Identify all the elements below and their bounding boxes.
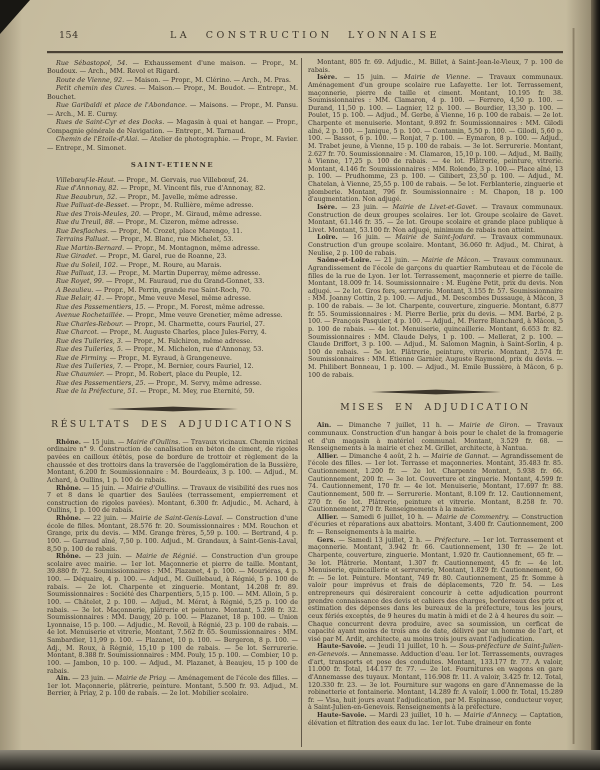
saint-etienne-listings <box>47 176 298 396</box>
listing-entry: Rue des Tuileries, 7. — Propr., M. Bernier, cours Fauriel, 12. <box>56 361 254 370</box>
adjudication-paragraph: Rhône. — 22 juin. — Mairie de Saint-Genis-Laval. — Construction d'une école de filles. Montant, 28.576 fr. 20. Soumissionnaires : MM. Rouchon et Grange, prix du devis. — MM. Grange frères, 5,59 p. 100. — Bertrand, 4 p. 100. — Garraud aîné, 7,50 p. 100. Adjud., M. Grandaux, à Saint-Genis-Laval, 8,50 p. 100 de rabais. <box>47 515 298 553</box>
listing-entry: Rue du Treuil, 88. — Propr., M. Cizeron, même adresse. <box>56 218 239 227</box>
results-heading: RÉSULTATS DES ADJUDICATIONS <box>51 418 294 430</box>
listing-entry: Petit chemin des Cures. — Maison.— Propr., M. Boudot. — Entrepr., M. Bouchet. <box>47 84 298 101</box>
listing-entry: Rue Desflaches. — Propr., M. Crozet, place Marengo, 11. <box>56 226 243 235</box>
listing-entry: Rue Palluat, 13. — Propr., M. Martin Duperray, même adresse. <box>56 268 261 277</box>
listing-entry: Rue Royet, 99. — Propr., M. Fauraud, rue du Grand-Gonnet, 33. <box>56 277 265 286</box>
divider-ornament <box>308 389 563 395</box>
lyon-listings <box>47 59 298 152</box>
adjudication-paragraph: Isère. — 23 juin. — Mairie de Livet-et-Gavet. — Travaux communaux. Construction de deux groupes scolaires. 1er lot. Groupe scolaire de Gavet. Montant, 61.146 fr. 35. — 2e lot. Groupe scolaire et grande place publique à Livet. Montant, 53.100 fr. Non adjugé, minimum de rabais non atteint. <box>308 203 563 234</box>
adjudication-paragraph: Rhône. — 23 juin. — Mairie de Régnié. — Construction d'un groupe scolaire avec mairie. — 1er lot. Maçonnerie et pierre de taille. Montant, 39.880 fr. 72. Soumissionnaires : MM. Plazanet, 4 p. 100. — Mouriéras, 4 p. 100. — Déquaire, 4 p. 100. — Adjud., M. Guillebaud, à Régnié, 5 p. 100 de rabais. — 2e lot. Charpente et zinguerie. Montant, 14.208 fr. 89. Soumissionnaires : Société des Charpentiers, 5,15 p. 100. — MM. Alloin, 5 p. 100. — Châtelet, 2 p. 100. — Adjud., M. Mérat, à Régnié, 5,25 p. 100 de rabais. — 3e lot. Maçonnerie, plâtrerie et peinture. Montant, 5.298 fr. 32. Soumissionnaires : MM. Daugy, 20 p. 100. — Plazanet, 18 p. 100. — Union Lyonnaise, 15 p. 100. — Adjudic., M. Revoil, à Régnié, 23 p. 100 de rabais. — 4e lot. Menuiserie et vitrerie, Montant, 7.562 fr. 65. Soumissionnaires : MM. Sambardier, 11,99 p. 100. — Plazanet, 10 p. 100. — Bergeron, 8 p. 100. — Adj., M. Roux, à Régnié, 15,10 p 100 de rabais. — 5e lot. Serrurerie. Montant, 8.388 fr. Soumissionnaires : MM. Pouly, 15 p. 100. — Combier, 10 p. 100. — Jambon, 10 p. 100. — Adjud., M. Plazanet, à Beaujeu, 15 p 100 de rabais. <box>47 553 298 675</box>
adjudication-paragraph: Allier. — Samedi 6 juillet, 10 h. — Mairie de Commentry. — Construction d'écuries et réparations aux abattoirs. Montant, 3.400 fr. Cautionnement, 200 fr. — Renseignements à la mairie. <box>308 513 563 536</box>
listing-entry: Rue Sébastopol, 54. — Exhaussement d'une maison. — Propr., M. Boudoux. — Arch., MM. Revol et Rigard. <box>47 59 298 76</box>
adjudication-paragraph: Gers. — Samedi 13 juillet, 2 h. — Préfecture. — 1er lot. Terrassement et maçonnerie. Montant, 3.942 fr. 66. Cautionnement, 130 fr. — 2e lot. Charpente, couverture, zinguerie. Montant, 1.920 fr. Cautionnement, 65 fr. — 3e lot. Plâtrerie. Montant, 1.307 fr. Cautionnement, 45 fr. — 4e lot. Menuiserie, quincaillerie et serrurerie, Montant, 1.829 fr. Cautionnement, 60 fr. — 5e lot. Peinture. Montant, 749 fr. 80. Cautionnement, 25 fr. Somme à valoir pour imprévus et frais de déplacements, 720 fr. 54. — Les entrepreneurs qui désireraient concourir à cette adjudication pourront prendre connaissance des devis et cahiers des charges, bordereaux des prix et estimation des dépenses dans les bureaux de la préfecture, tous les jours, ceux fériés exceptés, de 9 heures du matin à midi et de 2 à 4 heures du soir. — Chaque concurrent devra produire, avec sa soumission, un cerficat de capacité ayant moins de trois ans de date, délivré par un homme de l'art, et visé par M. Ardit, architecte, au moins trois jours avant l'adjudication. <box>308 536 563 643</box>
adjudication-paragraph: Haute-Savoie. — Jeudi 11 juillet, 10 h. — Sous-préfecture de Saint-Julien-en-Genevois. — Annemasse. Adduction d'eau. 1er lot. Terrassements, ouvrages d'art, transports et pose des conduites. Montant, 133.177 fr. 77. A valoir, 11.000 fr. Total, 144.177 fr. 77. — 2e lot. Fournitures en wagons en gare d'Annemasse des tuyaux. Montant, 116.908 fr. 11. A valoir, 3.425 fr. 12. Total, 120.330 fr. 23. — 3e lot. Fourniture sur wagons en gare d'Annemasse de la robinetterie et fontainerie. Montant, 14.289 fr. A valoir, 1.000 fr. Total, 15.289 fr. — Visa, huit jours avant l'adjudication, par M. Espinasse, conducteur voyer, à Saint-Julien-en-Genevois. Renseignements à la préfecture. <box>308 643 563 712</box>
listing-entry: Rue Beaubrun, 52. — Propr., M. Javelle, même adresse. <box>56 192 238 201</box>
adjudication-paragraph: Montant, 805 fr. 69. Adjudic., M. Billet, à Saint-Jean-le-Vieux, 7 p. 100 de rabais. <box>308 59 563 74</box>
listing-entry: Rue Palluat-de-Besset. — Propr., M. Rullière, même adresse. <box>56 201 254 210</box>
listing-entry: Route de Vienne, 92. — Maison. — Propr., M. Clérino. — Arch., M. Pras. <box>56 75 291 84</box>
listing-entry: Rue Chaumier. — Propr., M. Robert, place du Peuple, 12. <box>56 370 242 379</box>
listing-entry: A Beaulieu. — Propr., M. Perrin, grande rue Saint-Roch, 70. <box>56 285 252 294</box>
listing-entry: Rue des Passementiers, 15. — Propr., M. Forest, même adresse. <box>56 302 265 311</box>
listing-entry: Rue Belair, 41. — Propr., Mme veuve Mesel, même adresse. <box>56 294 251 303</box>
scan-edge-right <box>591 0 600 770</box>
journal-title: LA CONSTRUCTION LYONNAISE <box>170 30 440 41</box>
adjudication-paragraph: Ain. — 23 juin. — Mairie de Priay. — Aménagement de l'école des filles. — 1er lot. Maçonnerie, plâtrerie, peinture. Montant, 5.500 fr. 93. Adjud., M. Berrier, à Priay, 2 p. 100 de rabais. — 2e lot. Mobilier scolaire. <box>47 675 298 698</box>
results-paragraphs-continued <box>308 74 563 379</box>
page-header <box>47 28 563 48</box>
listing-entry: Avenue Rochetaillée. — Propr., Mme veuve Grenetier, même adresse. <box>56 311 283 320</box>
left-column <box>47 59 298 749</box>
results-paragraphs <box>47 439 298 698</box>
listing-entry: Rue des Tuileries, 5. — Propr., M. Michelon, rue d'Annonay, 53. <box>56 345 264 354</box>
listing-entry: Rue Charles-Rebour. — Propr., M. Charmette, cours Fauriel, 27. <box>56 319 265 328</box>
section-heading-saint-etienne: SAINT-ETIENNE <box>130 160 215 169</box>
adjudication-paragraph: Isère. — 15 juin. — Mairie de Vienne. — Travaux communaux. Aménagement d'un groupe scolaire rue Lafayette. 1er lot. Terrassement, maçonnerie, pierre de taille et ciment. Montant, 10.195 fr. 38. Soumissionnaires : MM. Clamaron, 4 p. 100. — Ferrero, 4,50 p. 100. — Durand, 11,50 p. 100. — Lagnier, 12 p. 100. — Bourdier, 13,30 p. 100. — Poulet, 15 p. 100. — Adjud., M. Gerbe, à Vienne, 16 p. 100 de rabais. — 2e lot. Charpente et menuiserie. Montant, 9.892 fr. Soumissionnaires : MM. Gilodi aîné, 2 p. 100. — Janique, 5 p. 100. — Contamin, 5,50 p. 100. — Gilodi, 5,60 p. 100. — Bassot, 6 p. 100. — Ronjat, 7 p. 100. — Eymaron, 8 p. 100. — Adjud., M. Trabet jeune, à Vienne, 15 p. 100 de rabais. — 3e lot. Serrurerie. Montant, 2.627 fr. 70. Soumissionnaire : M. Clamaron, 15,10 p. 100. — Adjud., M. Bailly, à Vienne, 17,25 p. 100 de rabais. — 4e lot. Plâtrerie, peinture, vitrerie. Montant, 4.146 fr. Soumissionnaires : MM. Rolendo, 3 p. 100.— Place aîné, 13 p. 100. — Prudhomme, 23 p. 100. — Gilibert, 23,50 p. 100. — Adjud., M. Chatelan, à Vienne, 25,55 p. 100 de rabais. — 5e lot. Ferblanterie, zinguerie et plomberie. Montant, 796 fr. Soumissionnaire : M. Chapon, 18 p. 100 d'augmentation. Non adjugé. <box>308 74 563 204</box>
listing-entry: Rue des Tuileries, 3. — Propr., M. Falchiron, même adresse. <box>56 336 253 345</box>
continuation-paragraph <box>308 59 563 74</box>
listing-entry: Rue des Trois-Meules, 20. — Propr., M. Giraud, même adresse. <box>56 209 262 218</box>
adjudication-paragraph: Allier. — Dimanche 4 août, 2 h. — Mairie de Gannat. — Agrandissement de l'école des filles. — 1er lot. Terrasse et maçonneries. Montant, 35.483 fr. 85. Cautionnement, 1.200 fr. — 2e lot. Charpente Montant, 5.938 fr. 66. Cautionnement, 200 fr. — 3e lot. Couverture et zinguerie. Montant, 4.599 fr. 74. Cautionnement, 170 fr. — 4e lot. Menuiserie, Montant, 17.697 fr. 88. Cautionnement, 500 fr. — Serrurerie. Montant, 8.109 fr. 12. Cautionnement, 270 fr. 6e lot. Plâtrerie, peinture et vitrerie. Montant, 8.258 fr. 70. Cautionnement, 270 fr. Renseignements à la mairie. <box>308 452 563 514</box>
listing-entry: Rue Charcot. — Propr., M. Auguste Charles, place Jules-Ferry, 4. <box>56 328 267 337</box>
listing-entry: Rue Martin-Bernard. — Propr., M. Montagnon, même adresse. <box>56 243 260 252</box>
listing-entry: Rue Giradet. — Propr., M. Garel, rue de Roanne, 23. <box>56 252 227 261</box>
listing-entry: Rue des Passementiers, 25. — Propr., M. Servy, même adresse. <box>56 378 262 387</box>
mises-paragraphs <box>308 422 563 727</box>
header-rule <box>47 51 563 53</box>
listing-entry: Rue de la Préfecture, 51. — Propr., M. Mey, rue Eternité, 59. <box>56 387 255 396</box>
adjudication-paragraph: Loire. — 16 juin. — Mairie de Saint-Jodard. — Travaux communaux. Construction d'un groupe scolaire. Montant, 36.060 fr. Adjud., M. Chirat, à Neulise, 2 p. 100 de rabais. <box>308 234 563 257</box>
listing-entry: Terrains Palluat. — Propr., M. Blanc, rue Michelet, 53. <box>56 235 234 244</box>
right-column <box>308 59 563 749</box>
listing-entry: Rue Garibaldi et place de l'Abondance. — Maisons. — Propr., M. Pansu. — Arch., M. E. Curny. <box>47 101 298 118</box>
listing-entry: Rue d'Annonay, 82. — Propr., M. Vincent fils, rue d'Annonay, 82. <box>56 184 266 193</box>
listing-entry: Rue de Firminy. — Propr., M. Eyraud, à Grangeneuve. <box>56 353 232 362</box>
adjudication-paragraph: Saône-et-Loire. — 21 juin. — Mairie de Mâcon. — Travaux communaux. Agrandissement de l'école de garçons du quartier Rambuteau et de l'école de filles de la rue de Lyon. 1er lot. Terrassement, maçonnerie et pierre de taille. Montant, 18.009 fr. 14. Soumissionnaire : M. Eugène Petit, prix du devis. Non adjugé. — 2e lot. Gros fers, serrurerie. Montant, 3.155 fr. 57. Soumissionnaire : MM. Joanny Cottin, 2 p. 100. — Adjud., M. Descombes Dussauge, à Mâcon, 3 p. 100 de rabais. — 3e lot. Charpente, couverture, zinguerie. Montant, 6.877 fr. 55. Soumissionnaires : M. Pierre Berlie, prix du devis. — MM. Barbé, 2 p. 100. — François Pasquier, 4 p. 100. — Adjud., M. Pierre Blanchard, à Mâcon, 5 p. 100 de rabais. — 4e lot. Menuiserie, quincaillerie. Montant, 6.653 fr. 82. Soumissionnaires : MM. Claude Delys, 1 p. 100. — Mellerat, 2 p. 100. — Claude Driffort, 3 p. 100. — Adjud., M. Salomon Magnin, à Saint-Sorlin, 4 p. 100 de rabais. — 5e lot. Plâtrerie, peinture, vitrerie. Montant, 2.574 fr. Soumissionnaires : MM. Etienne Garnier, Auguste Raymond, prix du devis. — M. Philibert Bonneau, 1 p. 100. — Adjud., M. Emile Bussière, à Mâcon, 6 p. 100 de rabais. <box>308 257 563 379</box>
page-number: 154 <box>59 30 79 41</box>
listing-entry: Villebœuf-le-Haut. — Propr., M. Gervais, rue Villebœuf, 24. <box>56 175 249 184</box>
column-divider-rule <box>301 58 302 747</box>
mises-heading: MISES EN ADJUDICATION <box>340 402 531 414</box>
adjudication-paragraph: Rhône. — 15 juin. — Mairie d'Oullins. — Travaux vicinaux. Chemin vicinal ordinaire n° 9. Construction de canalisation en béton de ciment, de rigoles pavées en cailloux étêtés, pose de bordure de trottoir et règlement de la chaussée et des trottoirs dans la traversée de l'agglomération de la Bussière, Montant, 6.200 fr. Soumissionnaire : M. Bourdeaux, 3 p. 100. — Adjud., M. Achard, à Oullins, 1 p. 100 de rabais. <box>47 438 298 484</box>
listing-entry: Chemin de l'Etoile-d'Alai. — Atelier de photographie. — Propr., M. Favier. — Entrepr., M. Simonet. <box>47 135 298 152</box>
page-fold-shadow <box>572 28 575 744</box>
page-corner-cut <box>0 0 30 34</box>
adjudication-paragraph: Ain. — Dimanche 7 juillet, 11 h. — Mairie de Giron. — Travaux communaux. Construction d'un hangar à bois pour le chalet de la fromagerie et d'un magasin à matériel communal. Montant, 3.529 fr. 68. — Renseignements à la mairie et chez M. Grillet, architecte, à Nantua. <box>308 422 563 453</box>
adjudication-paragraph: Haute-Savoie. — Mardi 23 juillet, 10 h. — Mairie d'Annecy. — Captation, élévation et filtration des eaux du lac. 1er lot. Tube draineur en fonte <box>308 712 563 727</box>
listing-entry: Rues de Saint-Cyr et des Docks. — Magasin à quai et hangar. — Propr., Compagnie générale de Navigation. — Entrepr., M. Tarnaud. <box>47 118 298 135</box>
divider-ornament <box>47 406 298 412</box>
adjudication-paragraph: Rhône. — 15 juin. — Mairie d'Oullins. — Travaux de visibilité des rues nos 7 et 8 dans le quartier des Saulées (terrassement, empierrement et construction de rigoles pavées). Montant, 6.300 fr. Adjudic., M. Achard, à Oullins, 1 p. 100 de rabais. <box>47 484 298 515</box>
scan-edge-bottom <box>0 750 600 770</box>
listing-entry: Rue du Soleil, 102. — Propr., M. Roure, au Marais. <box>56 260 222 269</box>
